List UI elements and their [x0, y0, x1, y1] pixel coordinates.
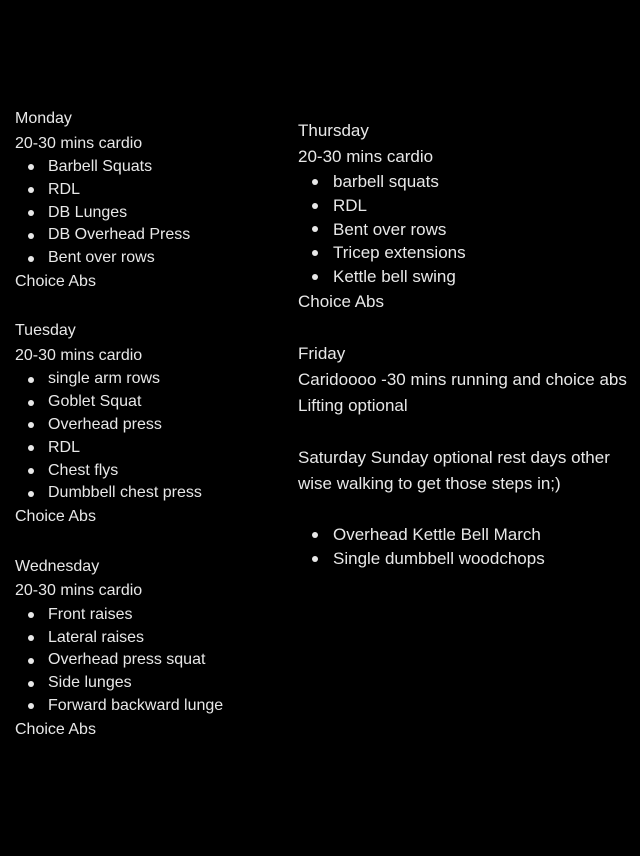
list-item: Tricep extensions [298, 241, 640, 265]
right-column [298, 118, 640, 571]
list-item: Single dumbbell woodchops [298, 547, 640, 571]
list-item: RDL [15, 179, 290, 202]
list-item: Lateral raises [15, 627, 290, 650]
tuesday-exercise-list [15, 368, 290, 505]
friday-cardio: Caridoooo -30 mins running and choice abs [298, 369, 627, 389]
tuesday-abs: Choice Abs [15, 508, 96, 526]
bullet-icon [28, 422, 34, 428]
thursday-abs: Choice Abs [298, 291, 384, 311]
list-item: Dumbbell chest press [15, 482, 290, 505]
thursday-exercise-list [298, 170, 640, 289]
bullet-icon [28, 612, 34, 618]
bullet-icon [312, 250, 318, 256]
wednesday-exercise-list [15, 604, 290, 718]
weekend-note-line-2: wise walking to get those steps in;) [298, 473, 561, 493]
bullet-icon [28, 164, 34, 170]
monday-abs: Choice Abs [15, 272, 96, 290]
spacer [15, 294, 290, 319]
bullet-icon [28, 658, 34, 664]
bullet-icon [28, 377, 34, 383]
bullet-icon [312, 226, 318, 232]
bullet-icon [28, 445, 34, 451]
weekend-section [298, 445, 640, 571]
list-item: Chest flys [15, 460, 290, 483]
wednesday-abs: Choice Abs [15, 720, 96, 738]
list-item: RDL [15, 437, 290, 460]
friday-lifting: Lifting optional [298, 395, 408, 415]
list-item: barbell squats [298, 170, 640, 194]
list-item: Forward backward lunge [15, 695, 290, 718]
friday-heading: Friday [298, 343, 346, 363]
tuesday-section [15, 319, 290, 529]
bullet-icon [312, 274, 318, 280]
spacer [15, 530, 290, 555]
list-item: Overhead Kettle Bell March [298, 523, 640, 547]
thursday-cardio: 20-30 mins cardio [298, 147, 434, 166]
spacer [298, 497, 640, 523]
bullet-icon [28, 233, 34, 239]
spacer [298, 419, 640, 445]
list-item: DB Lunges [15, 202, 290, 225]
list-item: DB Overhead Press [15, 224, 290, 247]
monday-heading: Monday [15, 110, 72, 127]
wednesday-cardio: 20-30 mins cardio [15, 582, 143, 600]
bullet-icon [28, 468, 34, 474]
list-item: Barbell Squats [15, 156, 290, 179]
bullet-icon [28, 400, 34, 406]
thursday-heading: Thursday [298, 121, 369, 140]
monday-section [15, 107, 290, 294]
list-item: single arm rows [15, 368, 290, 391]
list-item: Bent over rows [15, 247, 290, 270]
bullet-icon [28, 187, 34, 193]
thursday-section [298, 118, 640, 315]
bullet-icon [312, 203, 318, 209]
list-item: Kettle bell swing [298, 265, 640, 289]
bullet-icon [312, 556, 318, 562]
list-item: Front raises [15, 604, 290, 627]
tuesday-heading: Tuesday [15, 322, 76, 340]
monday-cardio: 20-30 mins cardio [15, 134, 143, 152]
list-item: RDL [298, 194, 640, 218]
bullet-icon [312, 532, 318, 538]
list-item: Bent over rows [298, 218, 640, 242]
list-item: Goblet Squat [15, 391, 290, 414]
bullet-icon [28, 210, 34, 216]
monday-exercise-list [15, 156, 290, 270]
wednesday-section [15, 555, 290, 742]
list-item: Overhead press squat [15, 649, 290, 672]
spacer [298, 315, 640, 341]
bullet-icon [28, 681, 34, 687]
weekend-note-line-1: Saturday Sunday optional rest days other [298, 447, 610, 467]
weekend-exercise-list [298, 523, 640, 571]
left-column [15, 107, 290, 742]
bullet-icon [28, 635, 34, 641]
list-item: Side lunges [15, 672, 290, 695]
bullet-icon [28, 491, 34, 497]
friday-section [298, 341, 640, 419]
list-item: Overhead press [15, 414, 290, 437]
bullet-icon [312, 179, 318, 185]
bullet-icon [28, 703, 34, 709]
bullet-icon [28, 256, 34, 262]
tuesday-cardio: 20-30 mins cardio [15, 346, 143, 364]
wednesday-heading: Wednesday [15, 557, 100, 575]
